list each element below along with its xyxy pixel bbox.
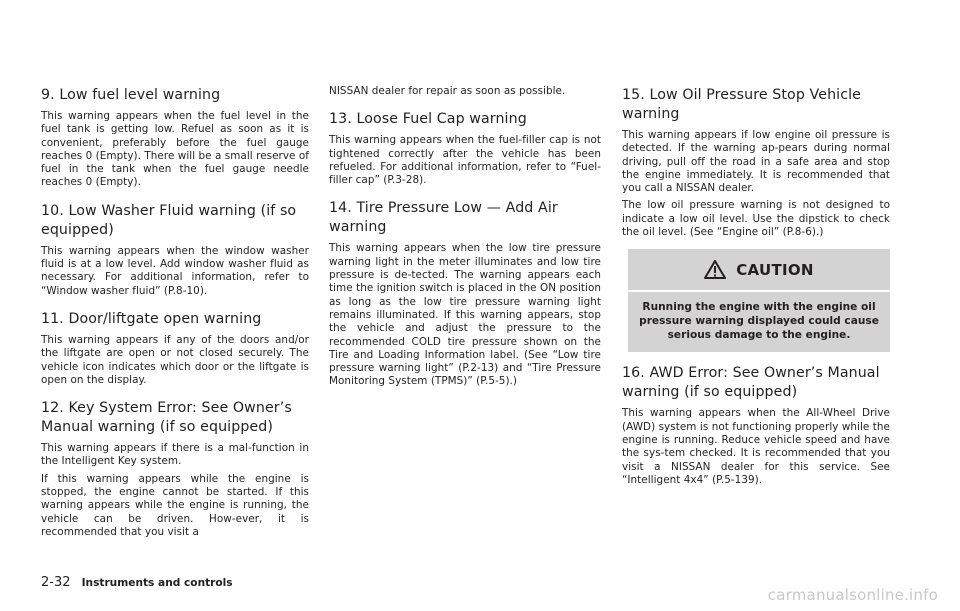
section-11-text: This warning appears if any of the doors and/or the liftgate are open or not closed securely. The vehicle icon indicates which door or the liftgate is open on the display. [41, 333, 309, 386]
section-13-title: 13. Loose Fuel Cap warning [329, 111, 527, 128]
footer-section-title: Instruments and controls [81, 577, 233, 589]
page-footer [41, 571, 233, 590]
section-15-title: 15. Low Oil Pressure Stop Vehicle warning [622, 87, 861, 122]
section-16-text: This warning appears when the All-Wheel Drive (AWD) system is not functioning properly while the engine is running. Reduce vehicle speed and have the sys-tem checked. It is recommended that you visit a NISSAN dealer for this service. See “Intelligent 4x4” (P.5-139). [622, 407, 890, 486]
section-9-text: This warning appears when the fuel level in the fuel tank is getting low. Refuel as soon as it is convenient, preferably before the fuel gauge reaches 0 (Empty). There will be a small reserve of fuel in the tank when the fuel gauge needle reaches 0 (Empty). [41, 110, 309, 189]
section-15-text-2: The low oil pressure warning is not designed to indicate a low oil level. Use the dipstick to check the oil level. (See “Engine oil” (P.8-6).) [622, 199, 890, 239]
section-13-text: This warning appears when the fuel-filler cap is not tightened correctly after the vehicle has been refueled. For additional information, refer to “Fuel-filler cap” (P.3-28). [329, 134, 601, 187]
section-10-text: This warning appears when the window washer fluid is at a low level. Add window washer fluid as necessary. For additional information, refer to “Window washer fluid” (P.8-10). [41, 244, 309, 297]
column-3 [622, 86, 890, 491]
section-12-continued: NISSAN dealer for repair as soon as possible. [329, 85, 566, 97]
section-14-title: 14. Tire Pressure Low — Add Air warning [329, 200, 558, 236]
caution-box [628, 249, 890, 352]
section-12-title: 12. Key System Error: See Owner’s Manual warning (if so equipped) [41, 400, 292, 436]
caution-title: CAUTION [736, 260, 814, 279]
column-2 [329, 85, 601, 393]
section-14-text: This warning appears when the low tire pressure warning light in the meter illuminates and low tire pressure is de-tected. The warning appears each time the ignition switch is placed in the ON position as long as the low tire pressure warning light remains illuminated. If this warning appears, stop the vehicle and adjust the pressure to the recommended COLD tire pressure shown on the Tire and Loading Information label. (See “Low tire pressure warning light” (P.2-13) and “Tire Pressure Monitoring System (TPMS)” (P.5-5).) [329, 242, 601, 388]
page-number: 2-32 [41, 575, 71, 590]
section-16-title: 16. AWD Error: See Owner’s Manual warning (if so equipped) [622, 365, 880, 401]
section-9-title: 9. Low fuel level warning [41, 87, 221, 103]
warning-triangle-icon [704, 260, 726, 279]
section-10-title: 10. Low Washer Fluid warning (if so equipped) [41, 202, 297, 238]
section-12-text-1: This warning appears if there is a mal-function in the Intelligent Key system. [41, 442, 309, 468]
caution-text: Running the engine with the engine oil pressure warning displayed could cause serious damage to the engine. [639, 301, 879, 342]
section-11-title: 11. Door/liftgate open warning [41, 310, 262, 327]
column-1 [41, 86, 309, 543]
section-15-text-1: This warning appears if low engine oil pressure is detected. If the warning ap-pears during normal driving, pull off the road in a safe area and stop the engine immediately. It is recommended that you call a NISSAN dealer. [622, 129, 890, 195]
caution-header [628, 249, 890, 292]
section-12-text-2: If this warning appears while the engine is stopped, the engine cannot be started. If this warning appears while the engine is running, the vehicle can be driven. How-ever, it is recommended that you visit a [41, 472, 309, 538]
watermark: carmanualsonline.info [767, 586, 938, 604]
